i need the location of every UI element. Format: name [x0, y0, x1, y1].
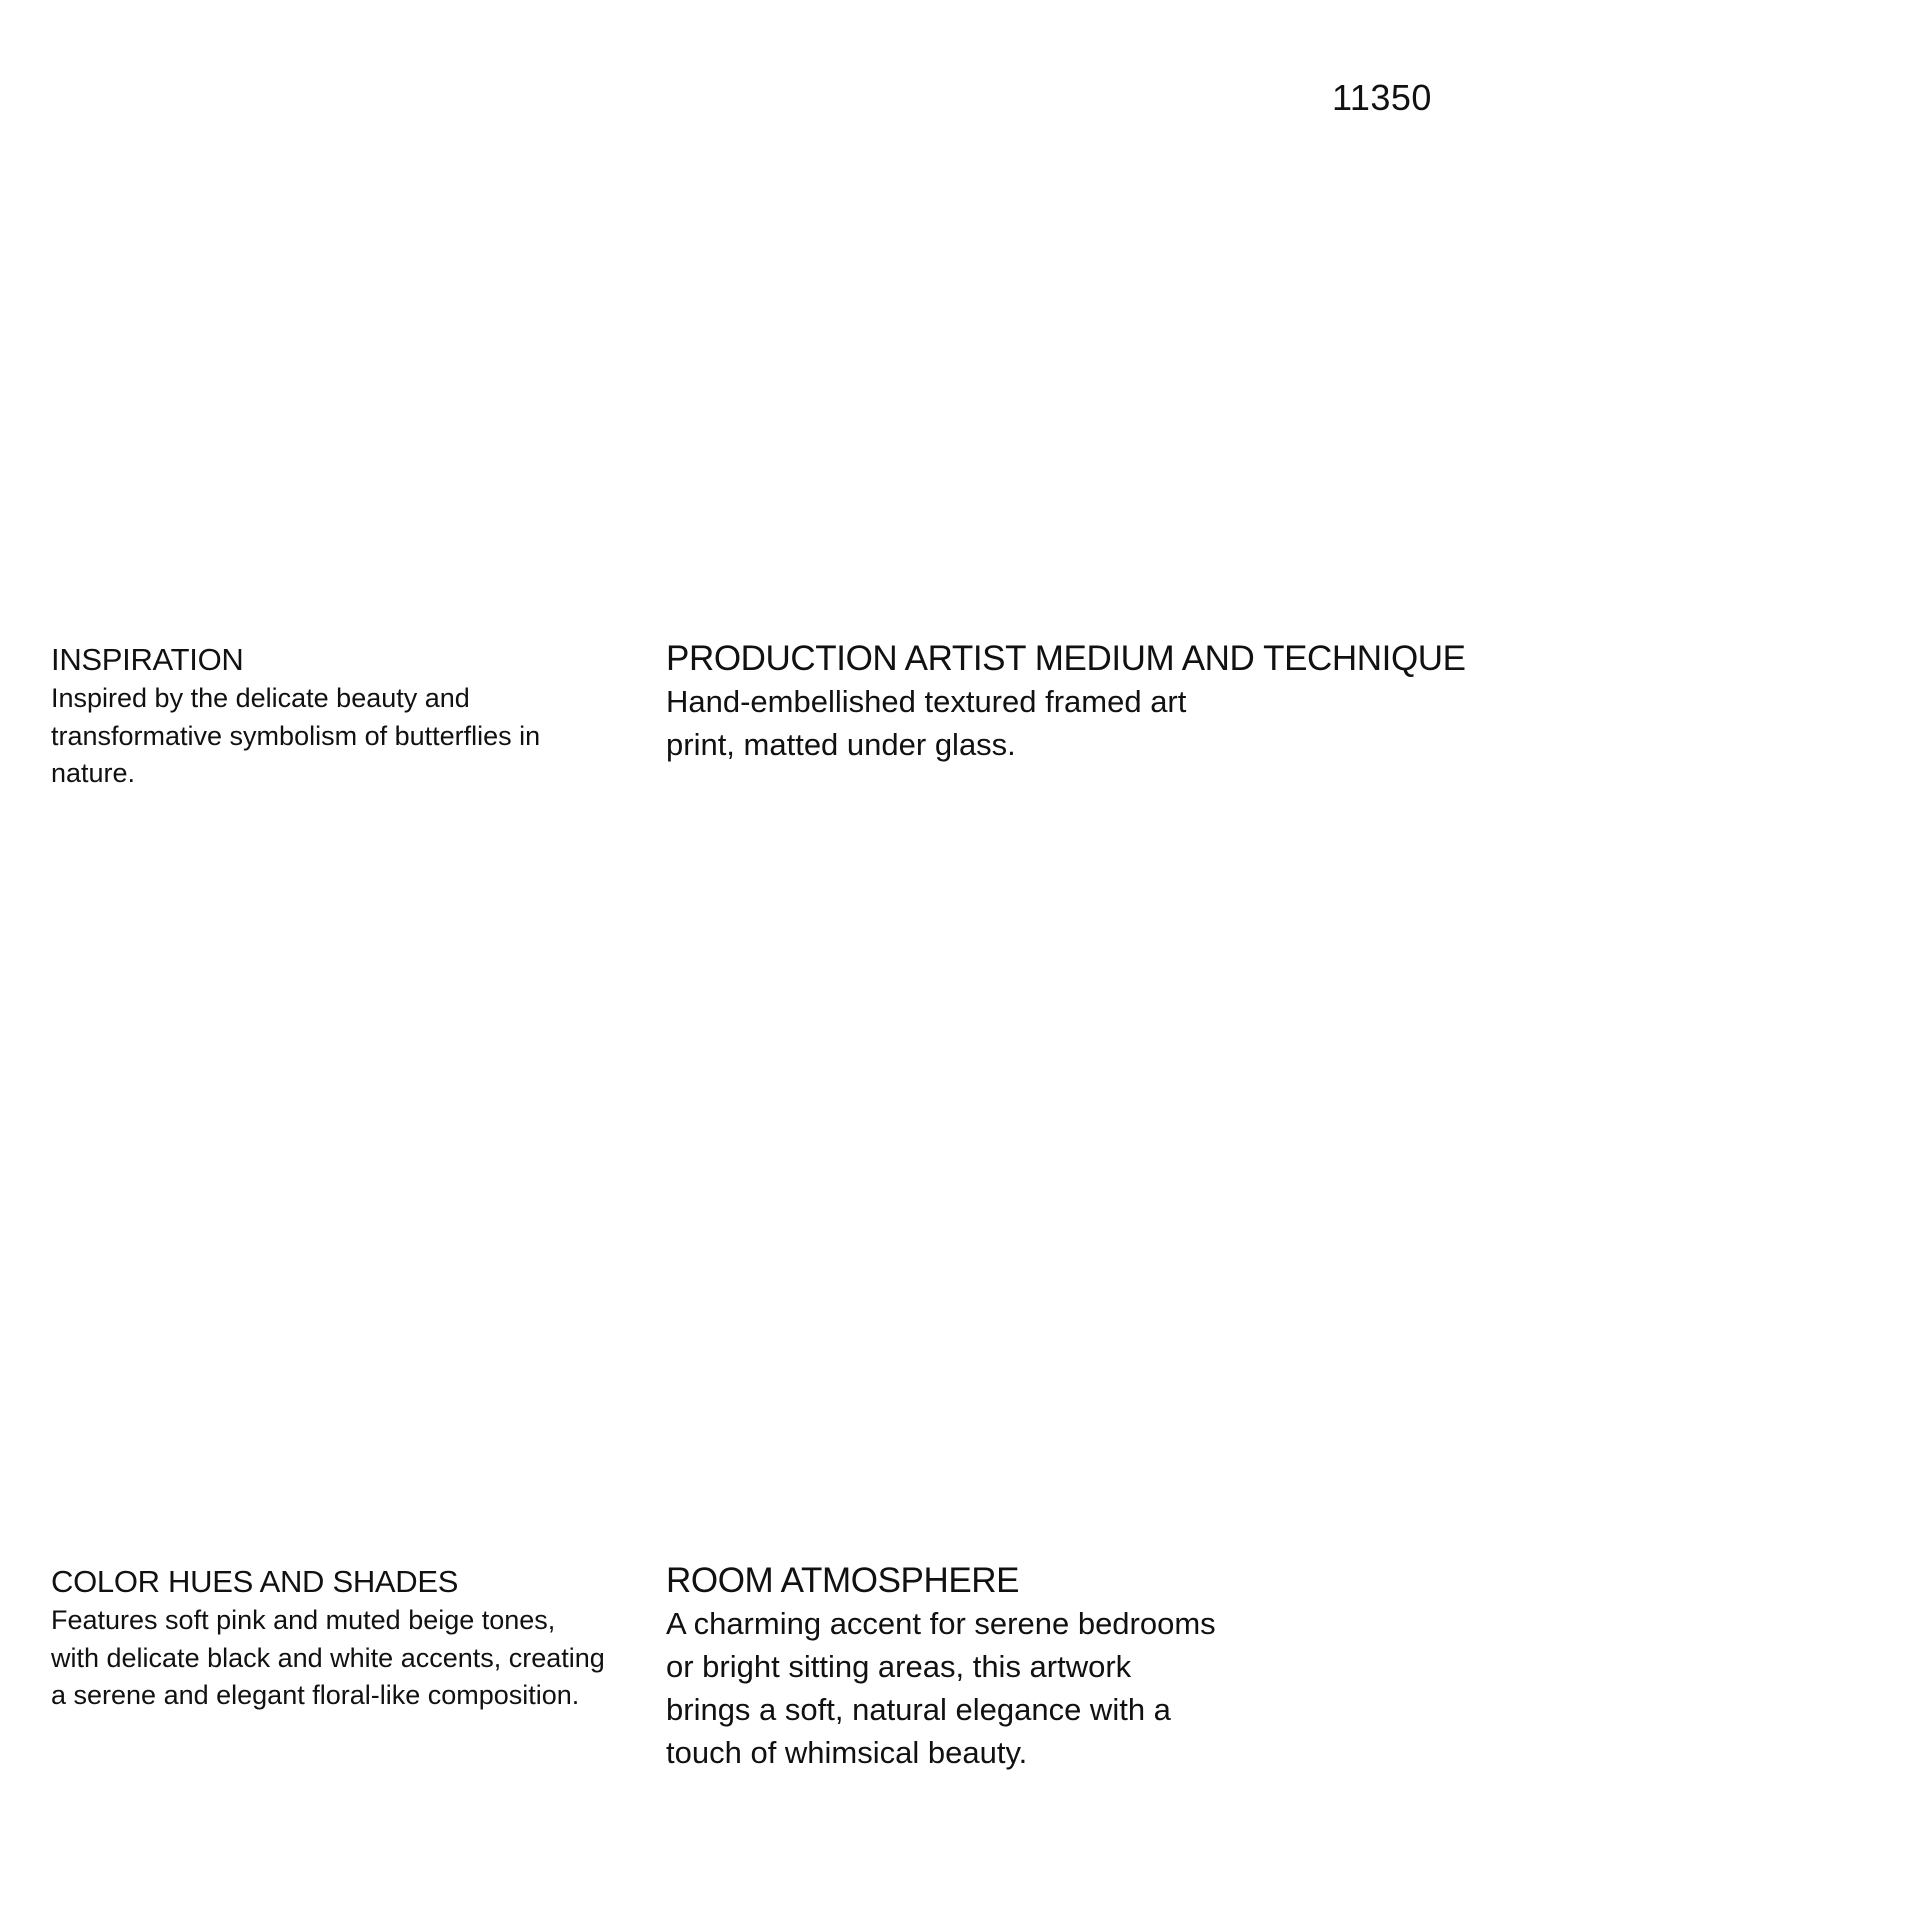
room-section: [666, 1560, 1316, 1774]
color-heading: COLOR HUES AND SHADES: [51, 1564, 459, 1599]
room-body: A charming accent for serene bedrooms or bright sitting areas, this artwork brings a soft, natural elegance with a touch of whimsical beauty.: [666, 1606, 1216, 1770]
production-section: [666, 638, 1566, 766]
inspiration-section: [51, 640, 611, 793]
production-body: Hand-embellished textured framed art print, matted under glass.: [666, 684, 1187, 762]
color-section: [51, 1562, 651, 1715]
room-heading: ROOM ATMOSPHERE: [666, 1561, 1020, 1600]
inspiration-body: Inspired by the delicate beauty and transformative symbolism of butterflies in nature.: [51, 683, 541, 788]
page-number: 11350: [1332, 77, 1432, 118]
inspiration-heading: INSPIRATION: [51, 642, 244, 677]
production-heading: PRODUCTION ARTIST MEDIUM AND TECHNIQUE: [666, 639, 1466, 678]
color-body: Features soft pink and muted beige tones, with delicate black and white accents, creating a serene and elegant floral-like composition.: [51, 1605, 605, 1710]
